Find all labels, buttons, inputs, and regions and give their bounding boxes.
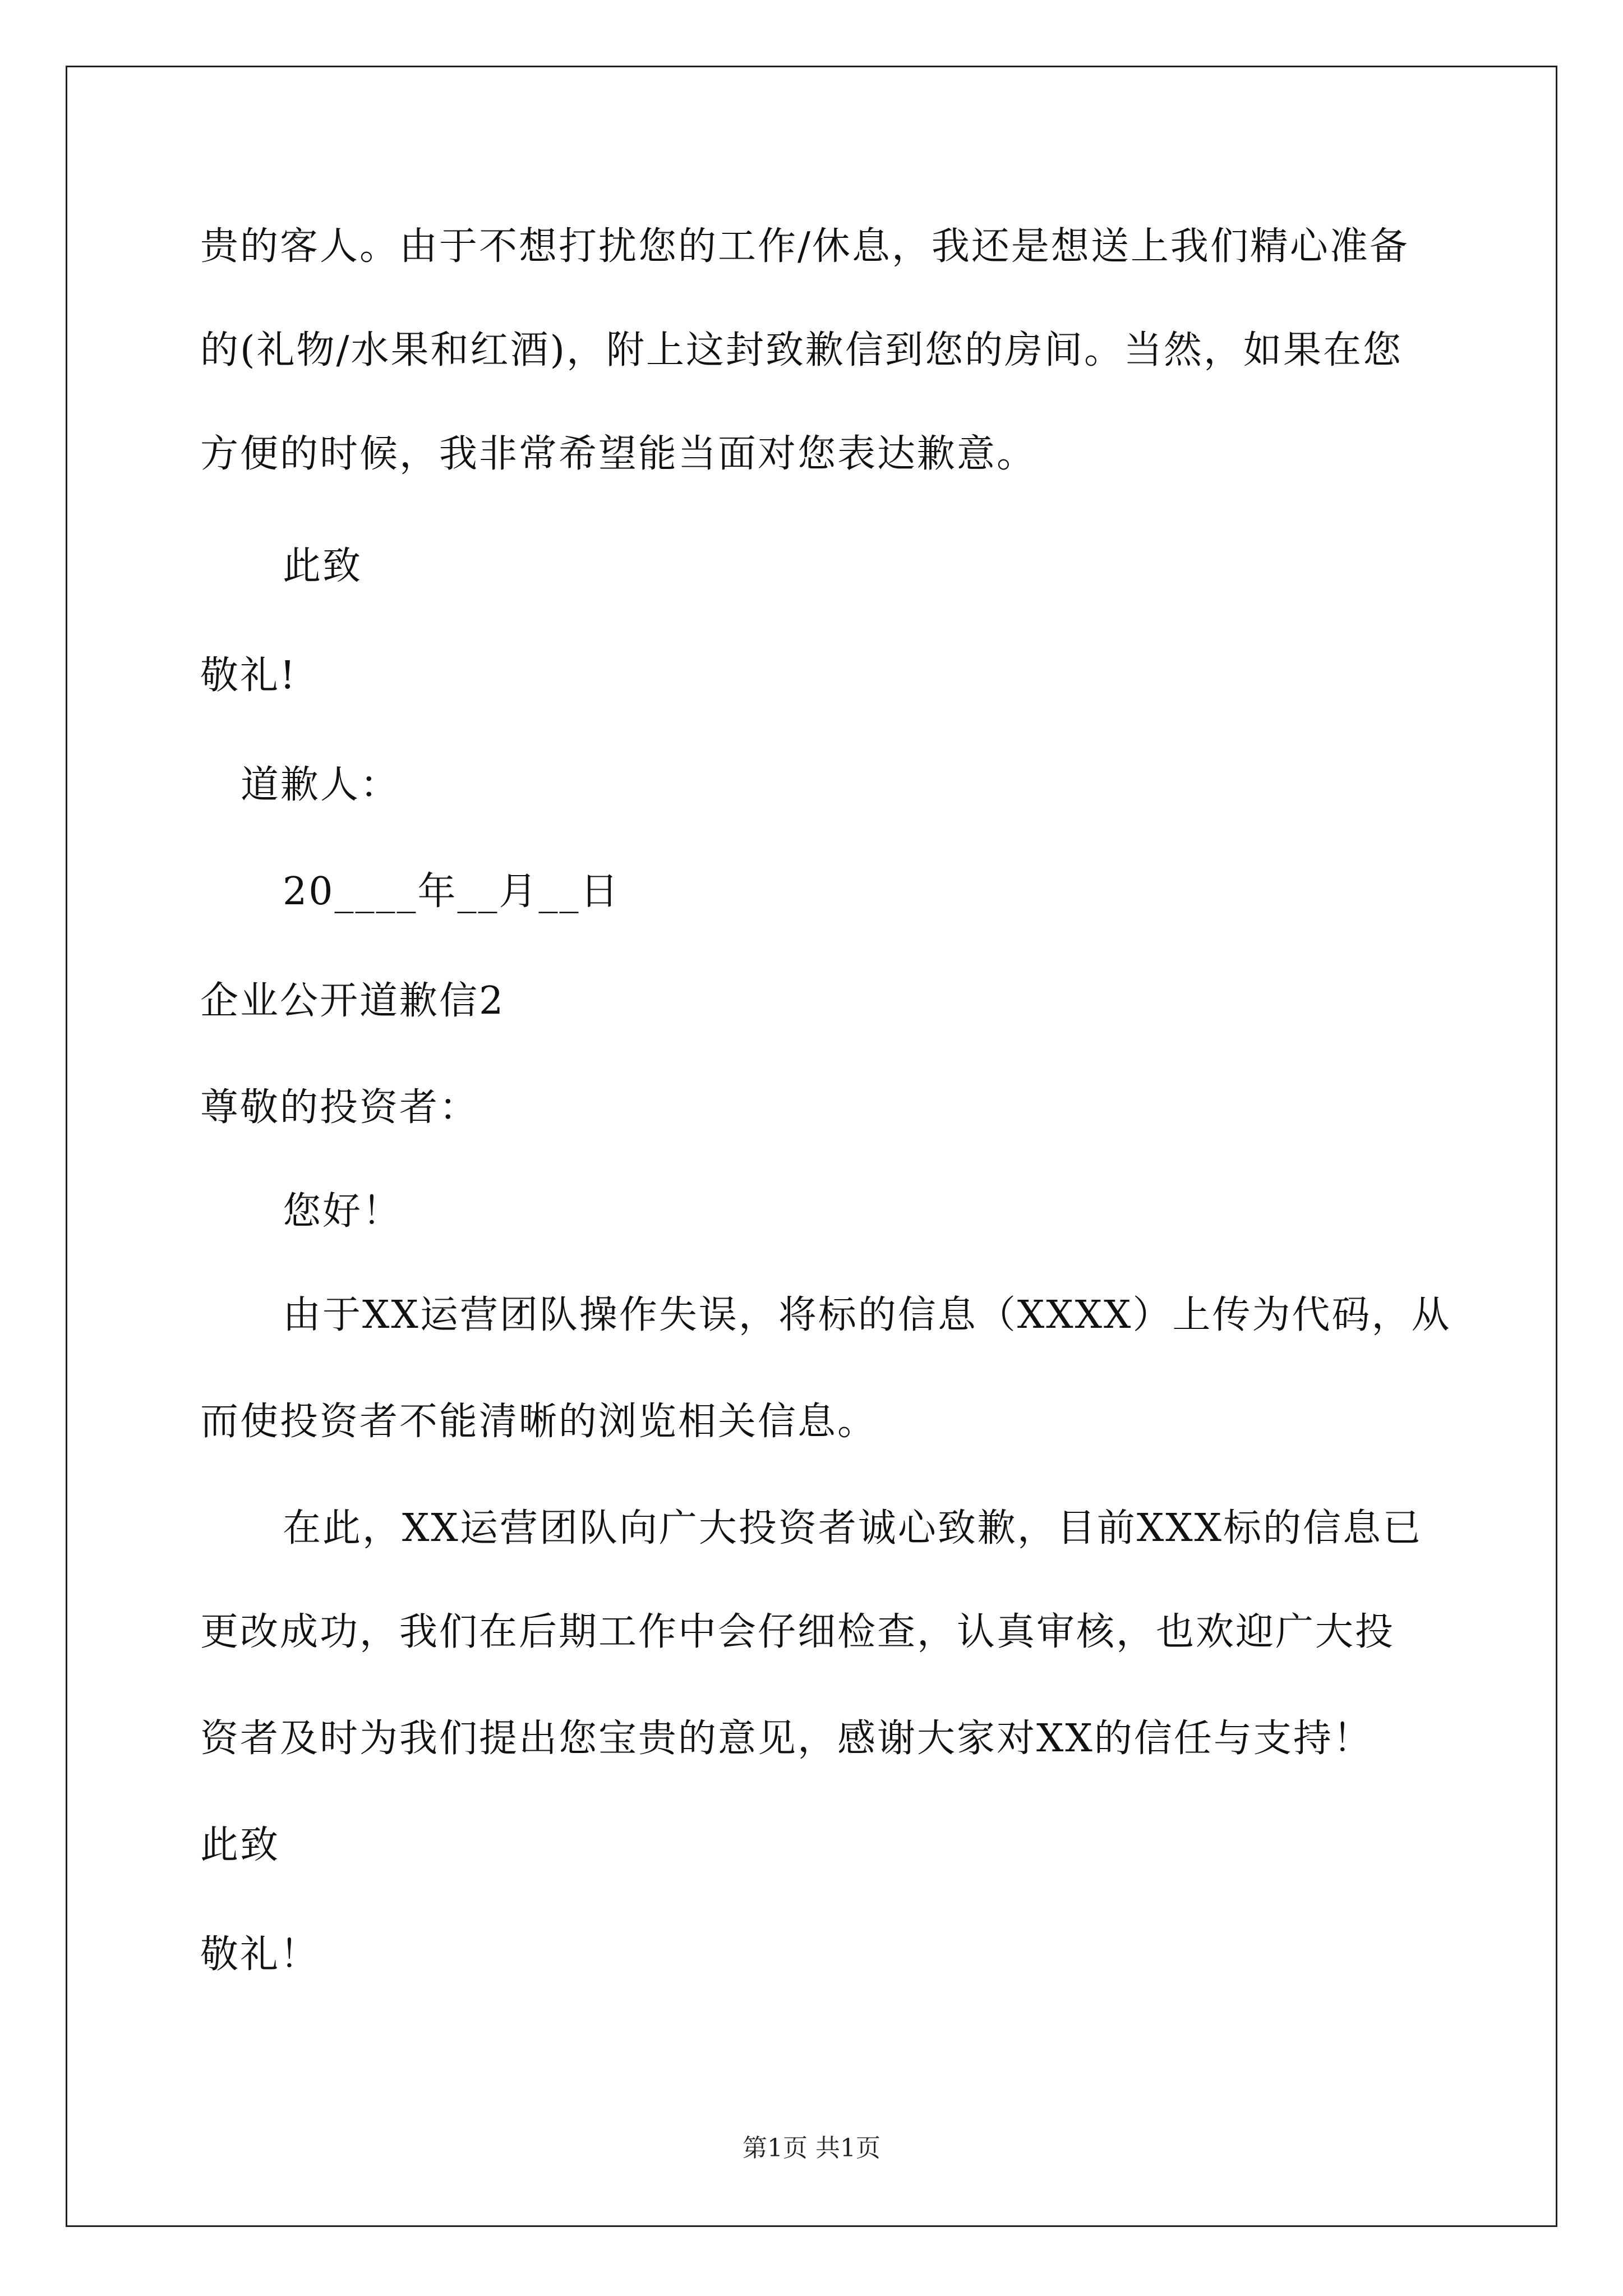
signature-label: 道歉人： — [241, 763, 400, 807]
greeting-hello: 您好！ — [283, 1189, 403, 1234]
text-line: 方便的时候，我非常希望能当面对您表达歉意。 — [200, 432, 1037, 476]
closing-phrase: 此致 — [283, 544, 363, 588]
date-line: 20____年__月__日 — [283, 869, 620, 914]
page-border — [66, 66, 1557, 2227]
salutation-closing: 敬礼！ — [200, 1932, 320, 1977]
text-line: 贵的客人。由于不想打扰您的工作/休息，我还是想送上我们精心准备 — [200, 224, 1409, 269]
salutation-closing: 敬礼! — [200, 654, 297, 698]
closing-phrase: 此致 — [200, 1823, 280, 1867]
text-line: 而使投资者不能清晰的浏览相关信息。 — [200, 1400, 878, 1444]
text-line: 资者及时为我们提出您宝贵的意见，感谢大家对XX的信任与支持！ — [200, 1717, 1373, 1761]
text-line: 更改成功，我们在后期工作中会仔细检查，认真审核，也欢迎广大投 — [200, 1610, 1395, 1654]
text-line: 在此，XX运营团队向广大投资者诚心致歉，目前XXX标的信息已 — [283, 1506, 1423, 1550]
text-line: 由于XX运营团队操作失误，将标的信息（XXXX）上传为代码，从 — [283, 1293, 1451, 1337]
section-title: 企业公开道歉信2 — [200, 979, 505, 1023]
text-line: 的(礼物/水果和红酒)，附上这封致歉信到您的房间。当然，如果在您 — [200, 328, 1403, 372]
page-footer: 第1页 共1页 — [743, 2134, 880, 2162]
greeting: 尊敬的投资者： — [200, 1085, 479, 1130]
